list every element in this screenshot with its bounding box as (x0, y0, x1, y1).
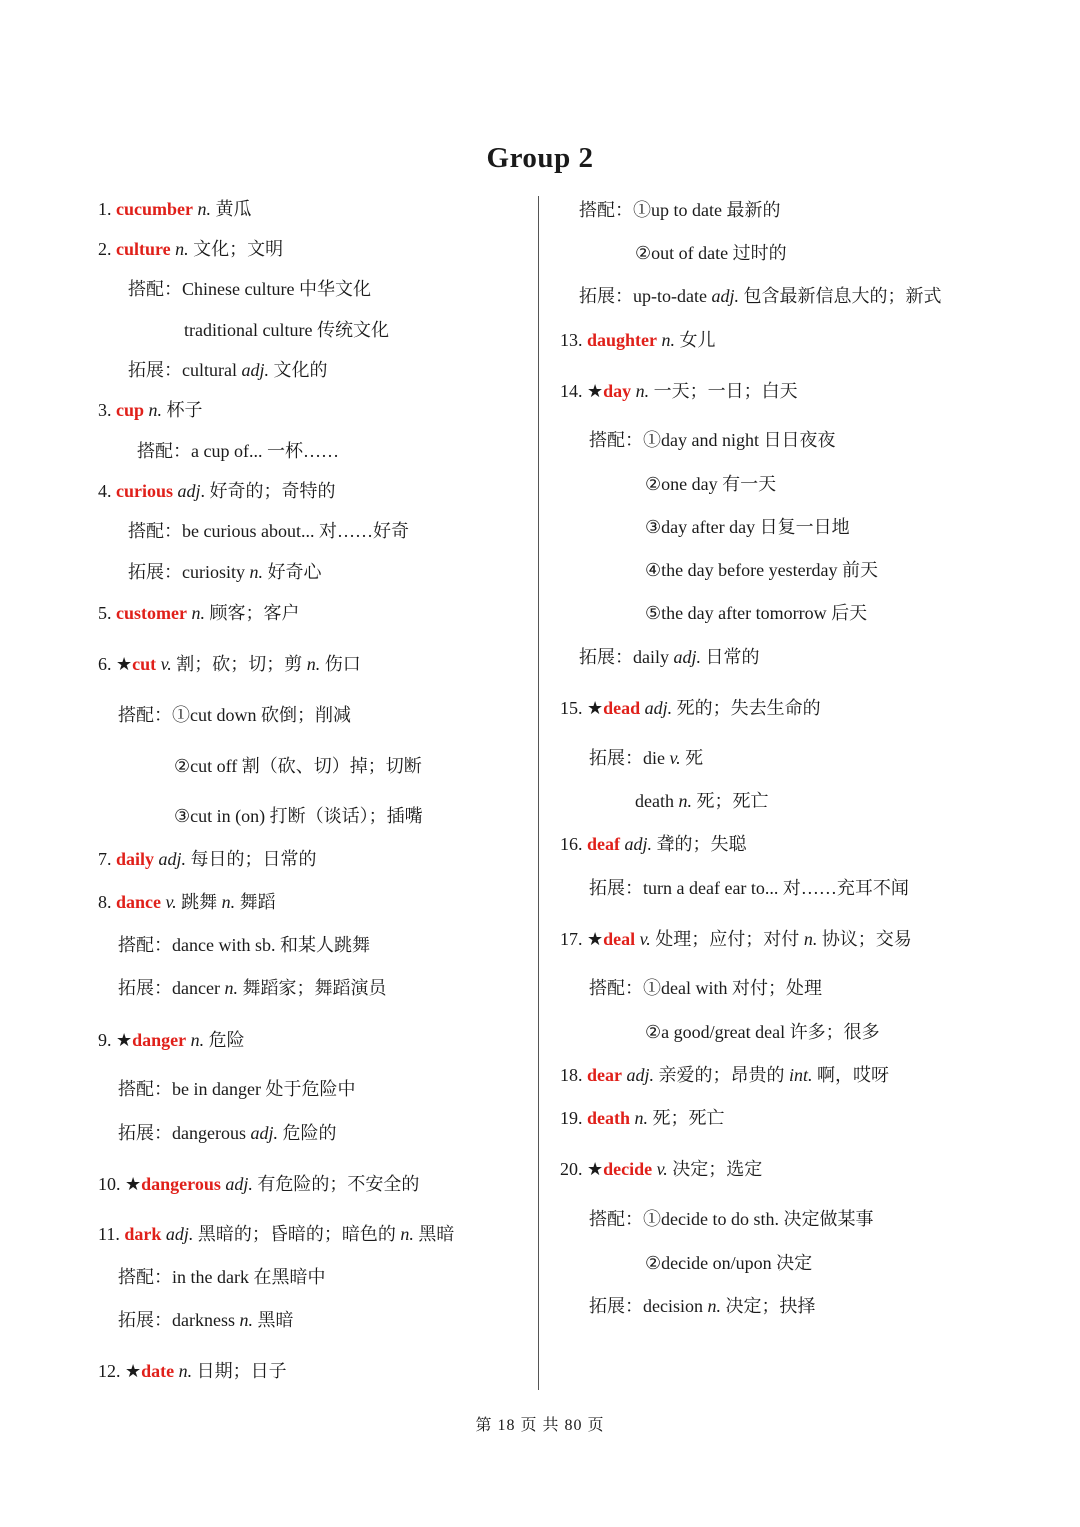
entry-text: ②out of date 过时的 (635, 243, 787, 263)
entry-text: 有危险的；不安全的 (252, 1174, 420, 1194)
vocab-line (560, 927, 912, 951)
vocab-line (98, 1028, 245, 1052)
headword: decide (603, 1159, 653, 1179)
entry-text: 决定；选定 (667, 1159, 763, 1179)
headword: dangerous (141, 1174, 221, 1194)
vocab-line (560, 379, 798, 403)
entry-text: 危险的 (278, 1123, 337, 1143)
entry-text: 搭配：①up to date 最新的 (579, 200, 781, 220)
entry-text: 拓展：curiosity (128, 562, 250, 582)
entry-text: 搭配：Chinese culture 中华文化 (128, 279, 371, 299)
part-of-speech: n. (803, 929, 818, 949)
part-of-speech: v. (165, 892, 177, 912)
entry-text: 拓展：daily (579, 647, 674, 667)
vocab-line (98, 601, 299, 625)
entry-text: 4. (98, 481, 116, 501)
entry-text: 3. (98, 400, 116, 420)
entry-text: 黑暗的；昏暗的；暗色的 (193, 1224, 401, 1244)
vocab-line (174, 754, 422, 778)
headword: deal (603, 929, 636, 949)
vocab-line (137, 439, 339, 463)
vocab-line (560, 696, 821, 720)
headword: culture (116, 239, 171, 259)
vocab-line (118, 976, 386, 1000)
entry-text: 处理；应付；对付 (650, 929, 804, 949)
entry-text: 拓展：dancer (118, 978, 225, 998)
page-title: Group 2 (486, 142, 594, 174)
vocab-line (118, 1265, 325, 1289)
part-of-speech: n. (249, 562, 263, 582)
headword: day (603, 381, 632, 401)
page-footer: 第 18 页 共 80 页 (475, 1417, 605, 1434)
headword: dear (587, 1065, 622, 1085)
entry-text: 拓展：die (589, 748, 670, 768)
entry-text: 6. ★ (98, 654, 133, 674)
part-of-speech: int. (789, 1065, 813, 1085)
vocab-line (98, 237, 283, 261)
vocab-line (98, 479, 336, 503)
entry-text: 搭配：dance with sb. 和某人跳舞 (118, 935, 370, 955)
entry-text: 20. ★ (560, 1159, 604, 1179)
headword: daughter (587, 330, 658, 350)
entry-text: 17. ★ (560, 929, 604, 949)
vocab-line (118, 933, 370, 957)
entry-text: 11. (98, 1224, 125, 1244)
entry-text: ④the day before yesterday 前天 (645, 560, 879, 580)
part-of-speech: adj. (241, 360, 269, 380)
entry-text: 黑暗 (252, 1310, 294, 1330)
vocab-line (184, 318, 389, 342)
part-of-speech: v. (656, 1159, 668, 1179)
headword: curious (116, 481, 174, 501)
part-of-speech: n. (190, 1030, 205, 1050)
entry-text: 女儿 (675, 330, 716, 350)
entry-text: 13. (560, 330, 587, 350)
vocab-line (98, 890, 276, 914)
entry-text: 黑暗 (413, 1224, 455, 1244)
vocab-line (589, 428, 835, 452)
vocab-line (645, 515, 850, 539)
vocab-line (118, 703, 351, 727)
entry-text: 1. (98, 199, 116, 219)
vocab-line (174, 804, 423, 828)
part-of-speech: n. (306, 654, 321, 674)
entry-text: 10. ★ (98, 1174, 142, 1194)
vocab-line (98, 1172, 419, 1196)
part-of-speech: n. (178, 1361, 193, 1381)
part-of-speech: n. (175, 239, 189, 259)
part-of-speech: n. (197, 199, 211, 219)
entry-text: 一天；一日；白天 (649, 381, 798, 401)
vocab-line (128, 519, 409, 543)
entry-text: 好奇心 (263, 562, 322, 582)
entry-text: 2. (98, 239, 116, 259)
headword: cup (116, 400, 145, 420)
part-of-speech: adj. (250, 1123, 278, 1143)
vocab-line (635, 789, 768, 813)
entry-text: 拓展：decision (589, 1296, 708, 1316)
headword: daily (116, 849, 155, 869)
vocab-line (645, 558, 878, 582)
entry-text: 啊，哎呀 (812, 1065, 890, 1085)
part-of-speech: adj. (626, 1065, 655, 1085)
vocab-line (589, 1207, 873, 1231)
entry-text: 亲爱的；昂贵的 (654, 1065, 790, 1085)
vocab-line (635, 241, 787, 265)
part-of-speech: n. (634, 1108, 649, 1128)
vocab-line (579, 284, 941, 308)
column-divider (538, 196, 539, 1390)
part-of-speech: adj. (711, 286, 739, 306)
headword: danger (132, 1030, 187, 1050)
entry-text: 14. ★ (560, 381, 604, 401)
part-of-speech: n. (148, 400, 163, 420)
part-of-speech: n. (239, 1310, 253, 1330)
part-of-speech: n. (400, 1224, 414, 1244)
part-of-speech: n. (221, 892, 236, 912)
entry-text: ⑤the day after tomorrow 后天 (645, 603, 868, 623)
vocab-line (98, 1359, 287, 1383)
part-of-speech: adj. (165, 1224, 194, 1244)
entry-text: 搭配：①deal with 对付；处理 (589, 978, 822, 998)
entry-text: 搭配：①day and night 日日夜夜 (589, 430, 836, 450)
part-of-speech: n. (635, 381, 650, 401)
vocab-line (118, 1308, 293, 1332)
entry-text: 9. ★ (98, 1030, 133, 1050)
entry-text: 12. ★ (98, 1361, 142, 1381)
vocab-line (560, 1063, 889, 1087)
entry-text: 搭配：in the dark 在黑暗中 (118, 1267, 326, 1287)
part-of-speech: n. (224, 978, 238, 998)
vocab-line (589, 976, 822, 1000)
headword: date (141, 1361, 175, 1381)
vocab-line (98, 398, 203, 422)
entry-text: ③cut in (on) 打断（谈话）；插嘴 (174, 806, 423, 826)
entry-text: 16. (560, 834, 587, 854)
entry-text: 每日的；日常的 (186, 849, 317, 869)
entry-text: ②a good/great deal 许多；很多 (645, 1022, 880, 1042)
vocab-line (118, 1077, 355, 1101)
vocab-line (645, 1251, 812, 1275)
headword: dead (603, 698, 641, 718)
entry-text: 5. (98, 603, 116, 623)
vocab-line (98, 847, 317, 871)
part-of-speech: adj. (158, 849, 187, 869)
entry-text: 拓展：turn a deaf ear to... 对……充耳不闻 (589, 878, 909, 898)
entry-text: 聋的；失聪 (652, 834, 747, 854)
entry-text: 跳舞 (176, 892, 222, 912)
entry-text: ②cut off 割（砍、切）掉；切断 (174, 756, 422, 776)
entry-text: 搭配：①decide to do sth. 决定做某事 (589, 1209, 874, 1229)
entry-text: 死 (680, 748, 704, 768)
entry-text: 割；砍；切；剪 (171, 654, 307, 674)
entry-text: ②decide on/upon 决定 (645, 1253, 813, 1273)
entry-text: 杯子 (162, 400, 203, 420)
vocab-line (118, 1121, 337, 1145)
headword: cucumber (116, 199, 193, 219)
vocab-line (589, 876, 909, 900)
part-of-speech: adj. (624, 834, 653, 854)
entry-text: 7. (98, 849, 116, 869)
entry-text: death (635, 791, 679, 811)
entry-text: 拓展：up-to-date (579, 286, 712, 306)
part-of-speech: v. (669, 748, 681, 768)
entry-text: 拓展：cultural (128, 360, 242, 380)
entry-text: 文化的 (269, 360, 328, 380)
entry-text: 协议；交易 (817, 929, 912, 949)
entry-text: 顾客；客户 (204, 603, 300, 623)
part-of-speech: adj. (644, 698, 673, 718)
part-of-speech: v. (160, 654, 172, 674)
vocab-line (128, 560, 322, 584)
vocab-line (98, 197, 251, 221)
vocab-line (98, 1222, 454, 1246)
vocab-line (645, 1020, 880, 1044)
vocab-line (560, 1106, 725, 1130)
vocab-line (98, 652, 361, 676)
headword: customer (116, 603, 187, 623)
vocab-line (128, 358, 328, 382)
entry-text: 日常的 (701, 647, 760, 667)
headword: deaf (587, 834, 620, 854)
vocab-line (579, 198, 780, 222)
part-of-speech: adj (177, 481, 201, 501)
part-of-speech: n. (707, 1296, 721, 1316)
part-of-speech: n. (661, 330, 676, 350)
entry-text: 舞蹈家；舞蹈演员 (237, 978, 387, 998)
entry-text: 死的；失去生命的 (672, 698, 821, 718)
entry-text: 包含最新信息大的；新式 (738, 286, 942, 306)
vocab-line (128, 277, 371, 301)
part-of-speech: n. (191, 603, 205, 623)
entry-text: 舞蹈 (235, 892, 276, 912)
entry-text: ②one day 有一天 (645, 474, 777, 494)
vocab-line (579, 645, 760, 669)
entry-text: 危险 (204, 1030, 245, 1050)
entry-text: traditional culture 传统文化 (184, 320, 389, 340)
entry-text: 18. (560, 1065, 587, 1085)
entry-text: 文化；文明 (188, 239, 284, 259)
vocab-line (589, 746, 703, 770)
entry-text: 8. (98, 892, 116, 912)
vocab-line (560, 1157, 762, 1181)
entry-text: 拓展：darkness (118, 1310, 240, 1330)
vocab-line (645, 472, 776, 496)
entry-text: 死；死亡 (691, 791, 769, 811)
part-of-speech: adj. (225, 1174, 253, 1194)
entry-text: 搭配：be in danger 处于危险中 (118, 1079, 356, 1099)
entry-text: 15. ★ (560, 698, 604, 718)
vocab-line (560, 328, 716, 352)
entry-text: . 好奇的；奇特的 (200, 481, 336, 501)
entry-text: 拓展：dangerous (118, 1123, 251, 1143)
entry-text: ③day after day 日复一日地 (645, 517, 850, 537)
vocab-line (645, 601, 867, 625)
entry-text: 搭配：be curious about... 对……好奇 (128, 521, 409, 541)
entry-text: 决定；抉择 (721, 1296, 816, 1316)
entry-text: 死；死亡 (648, 1108, 725, 1128)
entry-text: 伤口 (320, 654, 361, 674)
headword: dark (124, 1224, 162, 1244)
headword: cut (132, 654, 157, 674)
entry-text: 日期；日子 (192, 1361, 287, 1381)
part-of-speech: n. (678, 791, 692, 811)
entry-text: 19. (560, 1108, 587, 1128)
entry-text: 黄瓜 (210, 199, 252, 219)
entry-text: 搭配：a cup of... 一杯…… (137, 441, 339, 461)
entry-text: 搭配：①cut down 砍倒；削减 (118, 705, 351, 725)
headword: dance (116, 892, 161, 912)
headword: death (587, 1108, 631, 1128)
vocab-line (560, 832, 747, 856)
part-of-speech: v. (639, 929, 651, 949)
vocab-line (589, 1294, 816, 1318)
part-of-speech: adj. (673, 647, 702, 667)
